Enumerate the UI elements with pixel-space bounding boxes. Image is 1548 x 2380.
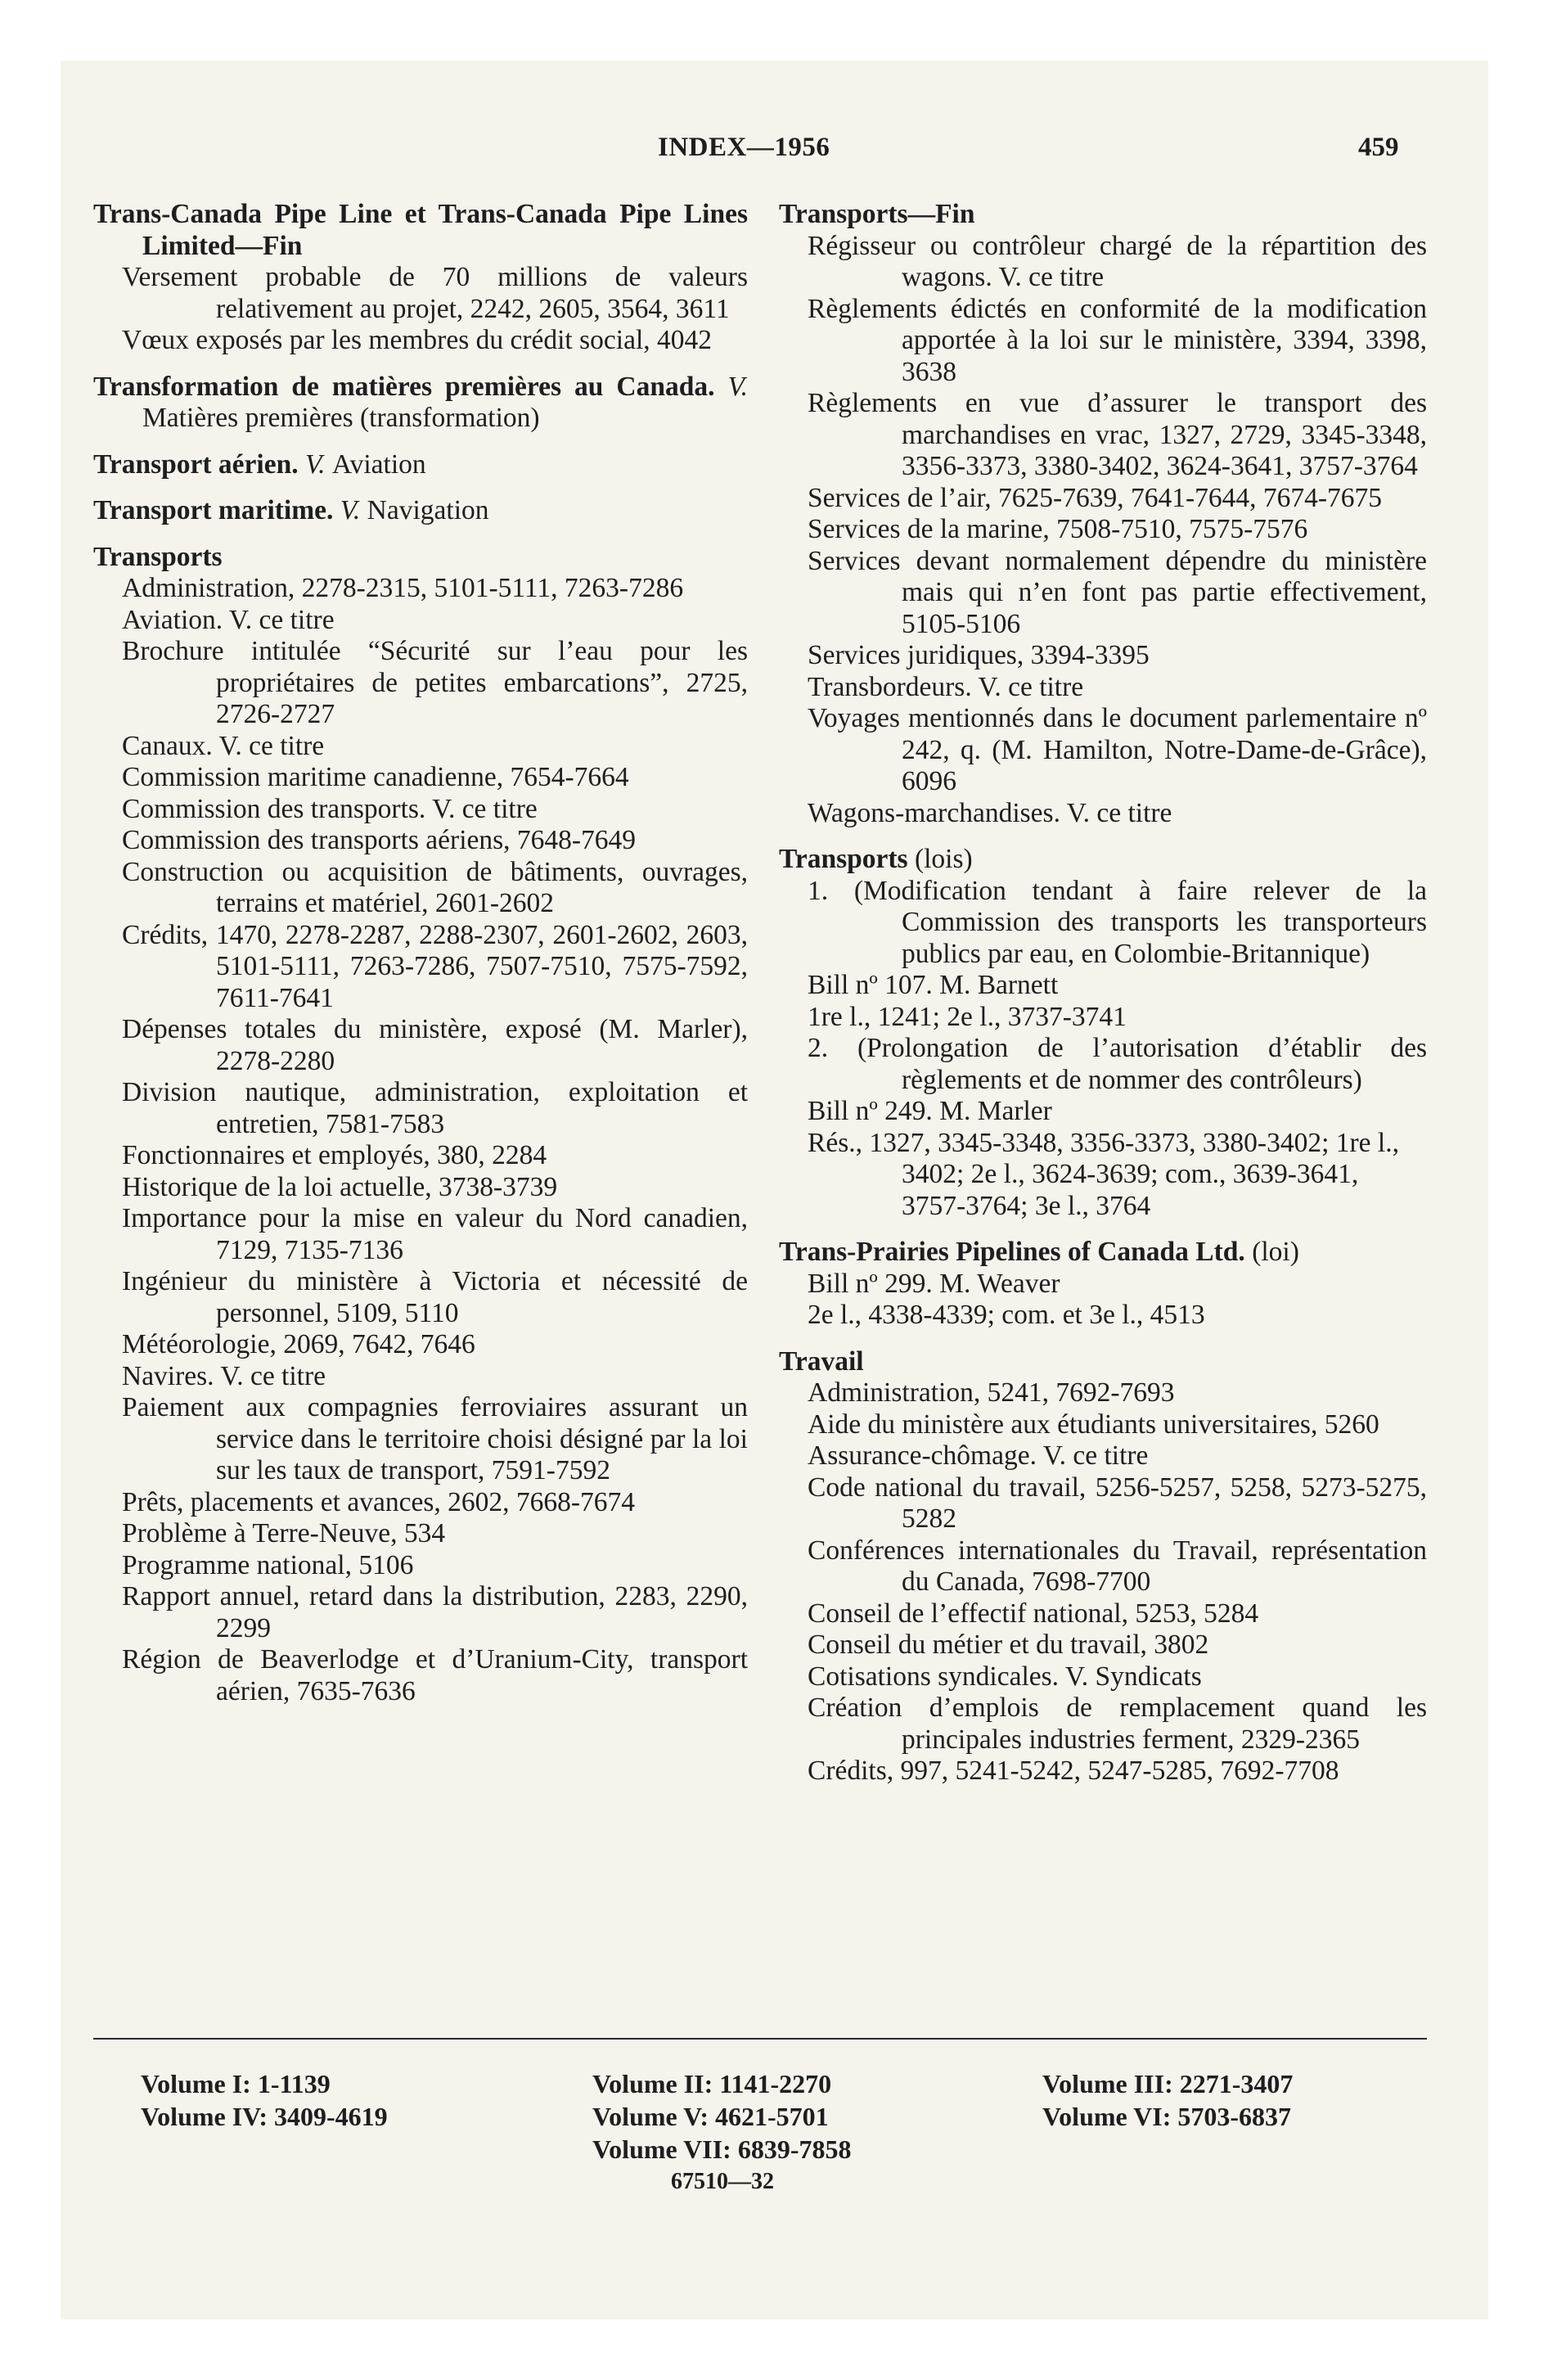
list-item: Code national du travail, 5256-5257, 5258, 5273-5275, 5282 (808, 1472, 1427, 1534)
list-item: Wagons-marchandises. V. ce titre (808, 797, 1172, 828)
entry-heading: Transports (93, 541, 223, 572)
index-entry-travail (779, 1346, 1427, 1787)
entry-heading-text: Transport aérien. (93, 449, 299, 480)
entry-heading: Transports—Fin (779, 199, 975, 229)
list-item: Brochure intitulée “Sécurité sur l’eau pour les propriétaires de petites embarcations”, 2725, 2726-2727 (122, 636, 748, 729)
print-code: 67510—32 (671, 2169, 774, 2194)
volume-range: Volume VI: 5703-6837 (1042, 2102, 1292, 2131)
bill-title: 2. (Prolongation de l’autorisation d’établir des règlements et de nommer des contrôleurs) (808, 1033, 1427, 1095)
list-item: Fonctionnaires et employés, 380, 2284 (122, 1140, 547, 1170)
volume-range: Volume VII: 6839-7858 (592, 2134, 852, 2164)
index-entry-transport-maritime (93, 495, 748, 527)
list-item: Administration, 2278-2315, 5101-5111, 7263-7286 (122, 573, 684, 603)
see-reference: V. (304, 449, 326, 480)
volume-range: Volume I: 1-1139 (141, 2069, 331, 2098)
list-item: Aviation. V. ce titre (122, 604, 335, 635)
list-item: Conseil de l’effectif national, 5253, 5284 (808, 1598, 1259, 1629)
entry-heading-text: Transport maritime. (93, 495, 334, 525)
volume-range: Volume V: 4621-5701 (592, 2102, 829, 2131)
list-item: Ingénieur du ministère à Victoria et nécessité de personnel, 5109, 5110 (122, 1266, 748, 1328)
list-item: Administration, 5241, 7692-7693 (808, 1377, 1175, 1408)
bill-readings: 1re l., 1241; 2e l., 3737-3741 (808, 1001, 1127, 1032)
list-item: Division nautique, administration, exploitation et entretien, 7581-7583 (122, 1077, 748, 1139)
list-item: Commission des transports. V. ce titre (122, 793, 538, 824)
entry-heading-qualifier: (lois) (914, 844, 973, 874)
list-item: Services de la marine, 7508-7510, 7575-7576 (808, 514, 1308, 544)
entry-heading-text: Transports (779, 844, 908, 874)
list-item: Règlements édictés en conformité de la modification apportée à la loi sur le ministère, 3394, 3398, 3638 (808, 293, 1427, 387)
list-item: Dépenses totales du ministère, exposé (M. Marler), 2278-2280 (122, 1014, 748, 1076)
list-item: Historique de la loi actuelle, 3738-3739 (122, 1171, 558, 1202)
list-item: Aide du ministère aux étudiants universitaires, 5260 (808, 1409, 1379, 1440)
list-item: Versement probable de 70 millions de valeurs relativement au projet, 2242, 2605, 3564, 3611 (122, 262, 748, 324)
list-item: Création d’emplois de remplacement quand les principales industries ferment, 2329-2365 (808, 1693, 1427, 1755)
list-item: Région de Beaverlodge et d’Uranium-City, transport aérien, 7635-7636 (122, 1644, 748, 1706)
page-header-title: INDEX—1956 (658, 133, 830, 162)
bill-number: Bill nº 299. M. Weaver (808, 1268, 1060, 1299)
index-entry-transformation (93, 372, 748, 435)
list-item: Transbordeurs. V. ce titre (808, 671, 1084, 702)
entry-heading-text: Trans-Prairies Pipelines of Canada Ltd. (779, 1237, 1245, 1267)
bill-readings: 2e l., 4338-4339; com. et 3e l., 4513 (808, 1300, 1205, 1330)
page-number: 459 (1358, 133, 1399, 162)
list-item: Services juridiques, 3394-3395 (808, 640, 1150, 670)
list-item: Voyages mentionnés dans le document parlementaire nº 242, q. (M. Hamilton, Notre-Dame-de-Grâce), 6096 (808, 703, 1427, 796)
bill-readings: Rés., 1327, 3345-3348, 3356-3373, 3380-3402; 1re l., 3402; 2e l., 3624-3639; com., 3639-3641, 3757-3764; 3e l., 3764 (808, 1127, 1399, 1221)
entry-heading-text: Transformation de matières premières au Canada. (93, 371, 715, 402)
volume-range: Volume IV: 3409-4619 (141, 2102, 388, 2131)
entry-heading-qualifier: (loi) (1252, 1237, 1299, 1267)
list-item: Commission des transports aériens, 7648-7649 (122, 825, 637, 855)
list-item: Importance pour la mise en valeur du Nord canadien, 7129, 7135-7136 (122, 1203, 748, 1265)
volume-list-b (592, 2067, 831, 2133)
list-item: Météorologie, 2069, 7642, 7646 (122, 1329, 475, 1359)
index-entry-transport-aerien (93, 449, 748, 481)
list-item: Conférences internationales du Travail, représentation du Canada, 7698-7700 (808, 1535, 1427, 1597)
entry-heading (779, 1237, 1427, 1269)
list-item: Cotisations syndicales. V. Syndicats (808, 1661, 1202, 1692)
list-item: Crédits, 1470, 2278-2287, 2288-2307, 2601-2602, 2603, 5101-5111, 7263-7286, 7507-7510, 7575-7592, 7611-7641 (122, 919, 748, 1013)
list-item: Construction ou acquisition de bâtiments, ouvrages, terrains et matériel, 2601-2602 (122, 856, 748, 918)
entry-heading: Travail (779, 1346, 864, 1377)
volume-list-d (592, 2133, 851, 2166)
list-item: Conseil du métier et du travail, 3802 (808, 1629, 1209, 1660)
list-item: Problème à Terre-Neuve, 534 (122, 1518, 446, 1548)
list-item: Navires. V. ce titre (122, 1360, 326, 1391)
list-item: Prêts, placements et avances, 2602, 7668-7674 (122, 1486, 636, 1517)
index-entry-transports-lois (779, 844, 1427, 1222)
index-entry-trans-prairies (779, 1237, 1427, 1332)
entry-heading (93, 495, 748, 527)
bill-title: 1. (Modification tendant à faire relever de la Commission des transports les transporteurs publics par eau, en Colombie-Britannique) (808, 875, 1427, 969)
entry-heading (93, 449, 748, 481)
list-item: Vœux exposés par les membres du crédit social, 4042 (122, 325, 713, 355)
list-item: Services de l’air, 7625-7639, 7641-7644, 7674-7675 (808, 482, 1383, 513)
entry-heading (93, 372, 748, 435)
list-item: Règlements en vue d’assurer le transport des marchandises en vrac, 1327, 2729, 3345-3348, 3356-3373, 3380-3402, 3624-3641, 3757-3764 (808, 388, 1427, 481)
right-column (779, 199, 1427, 1787)
see-reference: V. (727, 371, 748, 402)
left-column (93, 199, 748, 1707)
index-entry-trans-canada (93, 199, 748, 357)
see-target: Matières premières (transformation) (142, 403, 540, 433)
volume-range: Volume II: 1141-2270 (592, 2069, 832, 2098)
list-item: Crédits, 997, 5241-5242, 5247-5285, 7692-7708 (808, 1756, 1339, 1786)
bill-number: Bill nº 107. M. Barnett (808, 970, 1059, 1000)
bill-number: Bill nº 249. M. Marler (808, 1096, 1052, 1126)
list-item: Assurance-chômage. V. ce titre (808, 1440, 1149, 1471)
volume-list-a (141, 2067, 388, 2133)
list-item: Canaux. V. ce titre (122, 730, 325, 761)
list-item: Rapport annuel, retard dans la distribution, 2283, 2290, 2299 (122, 1581, 748, 1643)
volume-list-c (1042, 2067, 1293, 2133)
index-entry-transports-fin (779, 199, 1427, 829)
index-entry-transports (93, 542, 748, 1708)
list-item: Services devant normalement dépendre du ministère mais qui n’en font pas partie effectivement, 5105-5106 (808, 545, 1427, 639)
list-item: Paiement aux compagnies ferroviaires assurant un service dans le territoire choisi désigné par la loi sur les taux de transport, 7591-7592 (122, 1392, 748, 1485)
footer-divider (93, 2038, 1427, 2040)
entry-heading (779, 844, 1427, 876)
list-item: Programme national, 5106 (122, 1549, 414, 1580)
list-item: Régisseur ou contrôleur chargé de la répartition des wagons. V. ce titre (808, 230, 1427, 292)
entry-heading: Trans-Canada Pipe Line et Trans-Canada Pipe Lines Limited—Fin (93, 199, 748, 261)
see-target: Aviation (331, 449, 426, 480)
see-target: Navigation (367, 495, 489, 525)
list-item: Commission maritime canadienne, 7654-7664 (122, 762, 629, 792)
see-reference: V. (340, 495, 361, 525)
volume-range: Volume III: 2271-3407 (1042, 2069, 1294, 2098)
